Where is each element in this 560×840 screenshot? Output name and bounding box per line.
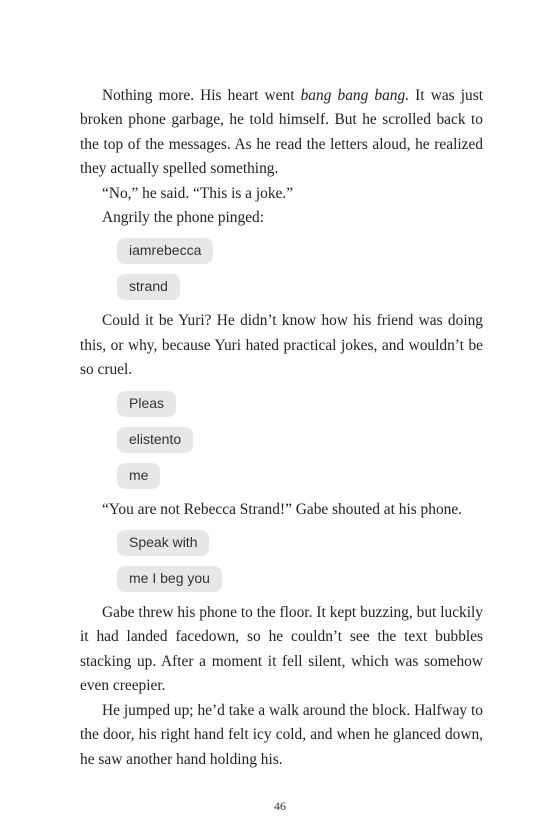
message-bubble: strand bbox=[117, 274, 180, 300]
message-bubble: Speak with bbox=[117, 530, 209, 556]
paragraph bbox=[80, 601, 483, 699]
paragraph bbox=[80, 84, 483, 182]
message-bubble-group bbox=[117, 530, 483, 592]
page-body bbox=[80, 84, 483, 772]
text-segment: Nothing more. His heart went bbox=[102, 87, 301, 104]
message-bubble-group bbox=[117, 238, 483, 300]
text-segment: Gabe threw his phone to the floor. It kept buzzing, but luckily it had landed facedown, so he couldn’t see the text bubbles stacking up. After a moment it fell silent, which was somehow even creepier. bbox=[80, 604, 483, 695]
text-segment: It was just broken phone garbage, he told himself. But he scrolled back to the top of the messages. As he read the letters aloud, he realized they actually spelled something. bbox=[80, 87, 484, 178]
paragraph bbox=[80, 309, 483, 382]
message-bubble: me bbox=[117, 463, 160, 489]
paragraph bbox=[80, 498, 483, 522]
message-bubble: Pleas bbox=[117, 391, 176, 417]
message-bubble: iamrebecca bbox=[117, 238, 213, 264]
message-bubble: me I beg you bbox=[117, 566, 222, 592]
paragraph bbox=[80, 206, 483, 230]
text-segment: Could it be Yuri? He didn’t know how his friend was doing this, or why, because Yuri hated practical jokes, and wouldn’t be so cruel. bbox=[80, 312, 483, 379]
text-segment: “No,” he said. “This is a joke.” bbox=[102, 184, 294, 202]
italic-text: bang bang bang. bbox=[300, 87, 410, 104]
text-segment: He jumped up; he’d take a walk around the block. Halfway to the door, his right hand felt icy cold, and when he glanced down, he saw another hand holding his. bbox=[80, 701, 483, 768]
text-segment: “You are not Rebecca Strand!” Gabe shouted at his phone. bbox=[102, 500, 463, 518]
message-bubble: elistento bbox=[117, 427, 193, 453]
text-segment: Angrily the phone pinged: bbox=[102, 209, 264, 227]
paragraph bbox=[80, 699, 483, 772]
paragraph bbox=[80, 182, 483, 206]
message-bubble-group bbox=[117, 391, 483, 489]
page-number: 46 bbox=[274, 799, 286, 813]
